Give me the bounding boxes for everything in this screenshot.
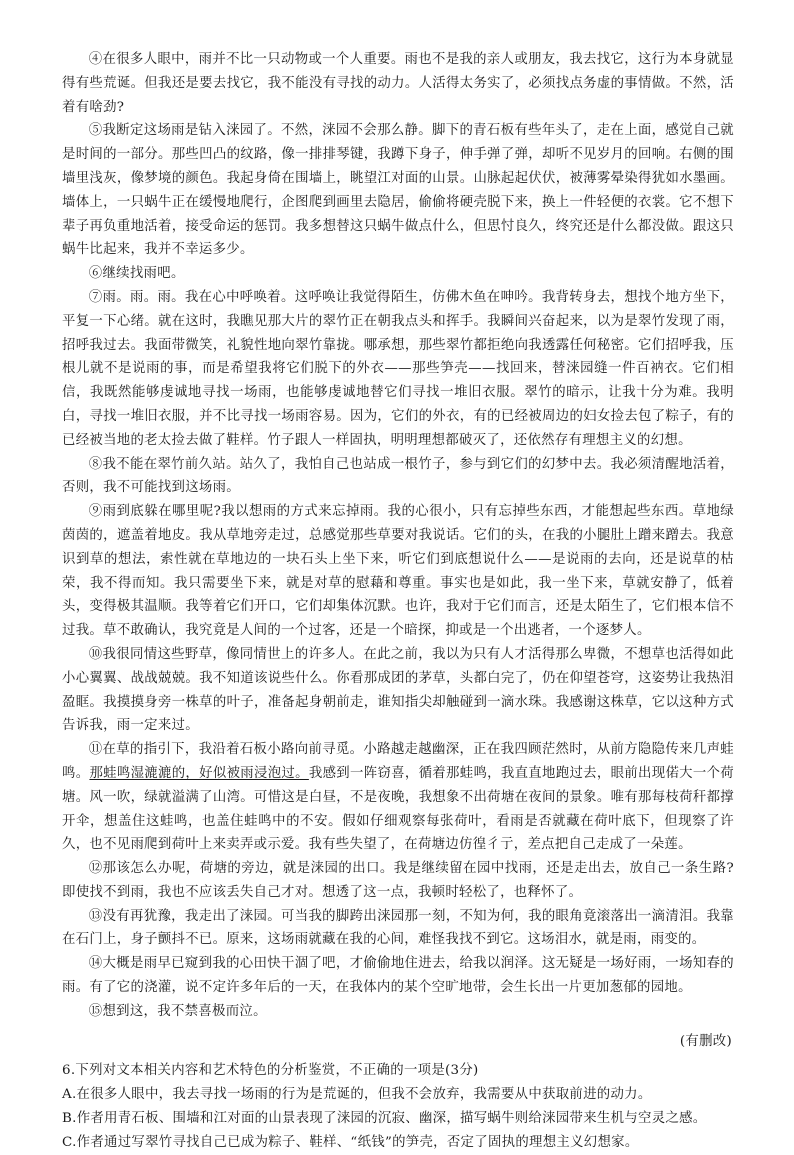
source-note: (有删改): [679, 1033, 732, 1049]
paragraph-13: ⑬没有再犹豫，我走出了涞园。可当我的脚跨出涞园那一刻，不知为何，我的眼角竟滚落出一滴清泪。我靠在石门上，身子颤抖不已。原来，这场雨就藏在我的心间，难怪我找不到它。这场泪水，就是雨，雨变的。: [62, 908, 734, 948]
underlined-sentence: 那蛙鸣湿漉漉的，好似被雨浸泡过。: [89, 765, 309, 781]
option-a: A.在很多人眼中，我去寻找一场雨的行为是荒诞的，但我不会放弃，我需要从中获取前进的动力。: [62, 1087, 652, 1103]
paragraph-11-end: 我感到一阵窃喜，循着那蛙鸣，我直直地跑过去，眼前出现偌大一个荷塘。风一吹，绿就溢满了山湾。可惜这是白昼，不是夜晚，我想象不出荷塘在夜间的景象。唯有那每枝荷秆都撑开伞，想盖住这蛙鸣，也盖住蛙鸣中的不安。假如仔细观察每张荷叶，看雨是否就藏在荷叶底下，但现察了许久，也不见雨爬到荷叶上来卖弄或示爱。我有些失望了，在荷塘边仿徨彳亍，差点把自己走成了一朵莲。: [62, 765, 734, 853]
option-b: B.作者用青石板、围墙和江对面的山景表现了涞园的沉寂、幽深，描写蜗牛则给涞园带来生机与空灵之感。: [62, 1111, 707, 1127]
paragraph-11: [62, 738, 734, 857]
option-c: C.作者通过写翠竹寻找自己已成为粽子、鞋样、“纸钱”的笋壳，否定了固执的理想主义幻想家。: [62, 1134, 639, 1150]
paragraph-5: ⑤我断定这场雨是钻入涞园了。不然，涞园不会那么静。脚下的青石板有些年头了，走在上面，感觉自己就是时间的一部分。那些凹凸的纹路，像一排排琴键，我蹲下身子，伸手弹了弹，却听不见岁月的回响。右侧的围墙里浅灰，像梦境的颜色。我起身倚在围墙上，眺望江对面的山景。山脉起起伏伏，被薄雾晕染得犹如水墨画。墙体上，一只蜗牛正在缓慢地爬行，企图爬到画里去隐居，偷偷将硬壳脱下来，换上一件轻便的衣裳。它不想下辈子再负重地活着，接受命运的惩罚。我多想替这只蜗牛做点什么，但思忖良久，终究还是什么都没做。跟这只蜗牛比起来，我并不幸运多少。: [62, 123, 734, 258]
paragraph-9: ⑨雨到底躲在哪里呢?我以想雨的方式来忘掉雨。我的心很小，只有忘掉些东西，才能想起些东西。草地绿茵茵的，遮盖着地皮。我从草地旁走过，总感觉那些草要对我说话。它们的头，在我的小腿肚上蹭来蹭去。我意识到草的想法，索性就在草地边的一块石头上坐下来，听它们到底想说什么——是说雨的去向，还是说草的枯荣，我不得而知。我只需要坐下来，就是对草的慰藉和尊重。事实也是如此，我一坐下来，草就安静了，低着头，变得极其温顺。我等着它们开口，它们却集体沉默。也许，我对于它们而言，还是太陌生了，它们根本信不过我。草不敢确认，我究竟是人间的一个过客，还是一个暗探，抑或是一个出逃者，一个逐梦人。: [62, 504, 734, 639]
paragraph-4: ④在很多人眼中，雨并不比一只动物或一个人重要。雨也不是我的亲人或朋友，我去找它，这行为本身就显得有些荒诞。但我还是要去找它，我不能没有寻找的动力。人活得太务实了，必须找点务虚的事情做。不然，活着有啥劲?: [62, 52, 734, 115]
paragraph-12: ⑫那该怎么办呢，荷塘的旁边，就是涞园的出口。我是继续留在园中找雨，还是走出去，放自己一条生路?即使找不到雨，我也不应该丢失自己才对。想透了这一点，我顿时轻松了，也释怀了。: [62, 861, 734, 900]
paragraph-14: ⑭大概是雨早已窥到我的心田快干涸了吧，才偷偷地住进去，给我以润泽。这无疑是一场好雨，一场知春的雨。有了它的浇灌，说不定许多年后的一天，在我体内的某个空旷地带，会生长出一片更加葱郁的园地。: [62, 956, 734, 996]
paragraph-6: ⑥继续找雨吧。: [88, 266, 185, 282]
document-page: [62, 48, 734, 1155]
paragraph-8: ⑧我不能在翠竹前久站。站久了，我怕自己也站成一根竹子，参与到它们的幻梦中去。我必须清醒地活着，否则，我不可能找到这场雨。: [62, 456, 734, 496]
question-stem: 6.下列对文本相关内容和艺术特色的分析鉴赏，不正确的一项是(3分): [62, 1063, 479, 1079]
paragraph-10: ⑩我很同情这些野草，像同情世上的许多人。在此之前，我以为只有人才活得那么卑微，不想草也活得如此小心翼翼、战战兢兢。我不知道该说些什么。你看那成团的茅草，头都白完了，仍在仰望苍穹，这姿势让我热泪盈眶。我摸摸身旁一株草的叶子，准备起身朝前走，谁知指尖却触碰到一滴水珠。我感谢这株草，它以这种方式告诉我，雨一定来过。: [62, 646, 734, 734]
paragraph-15: ⑮想到这，我不禁喜极而泣。: [88, 1003, 267, 1019]
paragraph-11-start: ⑪在草的指引下，我沿着石板小路向前寻觅。小路越走越幽深，正在我四顾茫然时，从前方隐隐传来几声蛙鸣。: [62, 742, 734, 781]
paragraph-7: ⑦雨。雨。雨。我在心中呼唤着。这呼唤让我觉得陌生，仿佛木鱼在呻吟。我背转身去，想找个地方坐下，平复一下心绪。就在这时，我瞧见那大片的翠竹正在朝我点头和挥手。我瞬间兴奋起来，以为是翠竹发现了雨，招呼我过去。我面带微笑，礼貌性地向翠竹靠拢。哪承想，那些翠竹都拒绝向我透露任何秘密。它们招呼我，压根儿就不是说雨的事，而是希望我将它们脱下的外衣——那些笋壳——找回来，替涞园缝一件百衲衣。它们相信，我既然能够虔诚地寻找一场雨，也能够虔诚地替它们寻找一堆旧衣服。翠竹的暗示，让我十分为难。我明白，寻找一堆旧衣服，并不比寻找一场雨容易。因为，它们的外衣，有的已经被周边的妇女捡去包了粽子，有的已经被当地的老太捡去做了鞋样。竹子跟人一样固执，明明理想都破灭了，还依然存有理想主义的幻想。: [62, 289, 734, 448]
